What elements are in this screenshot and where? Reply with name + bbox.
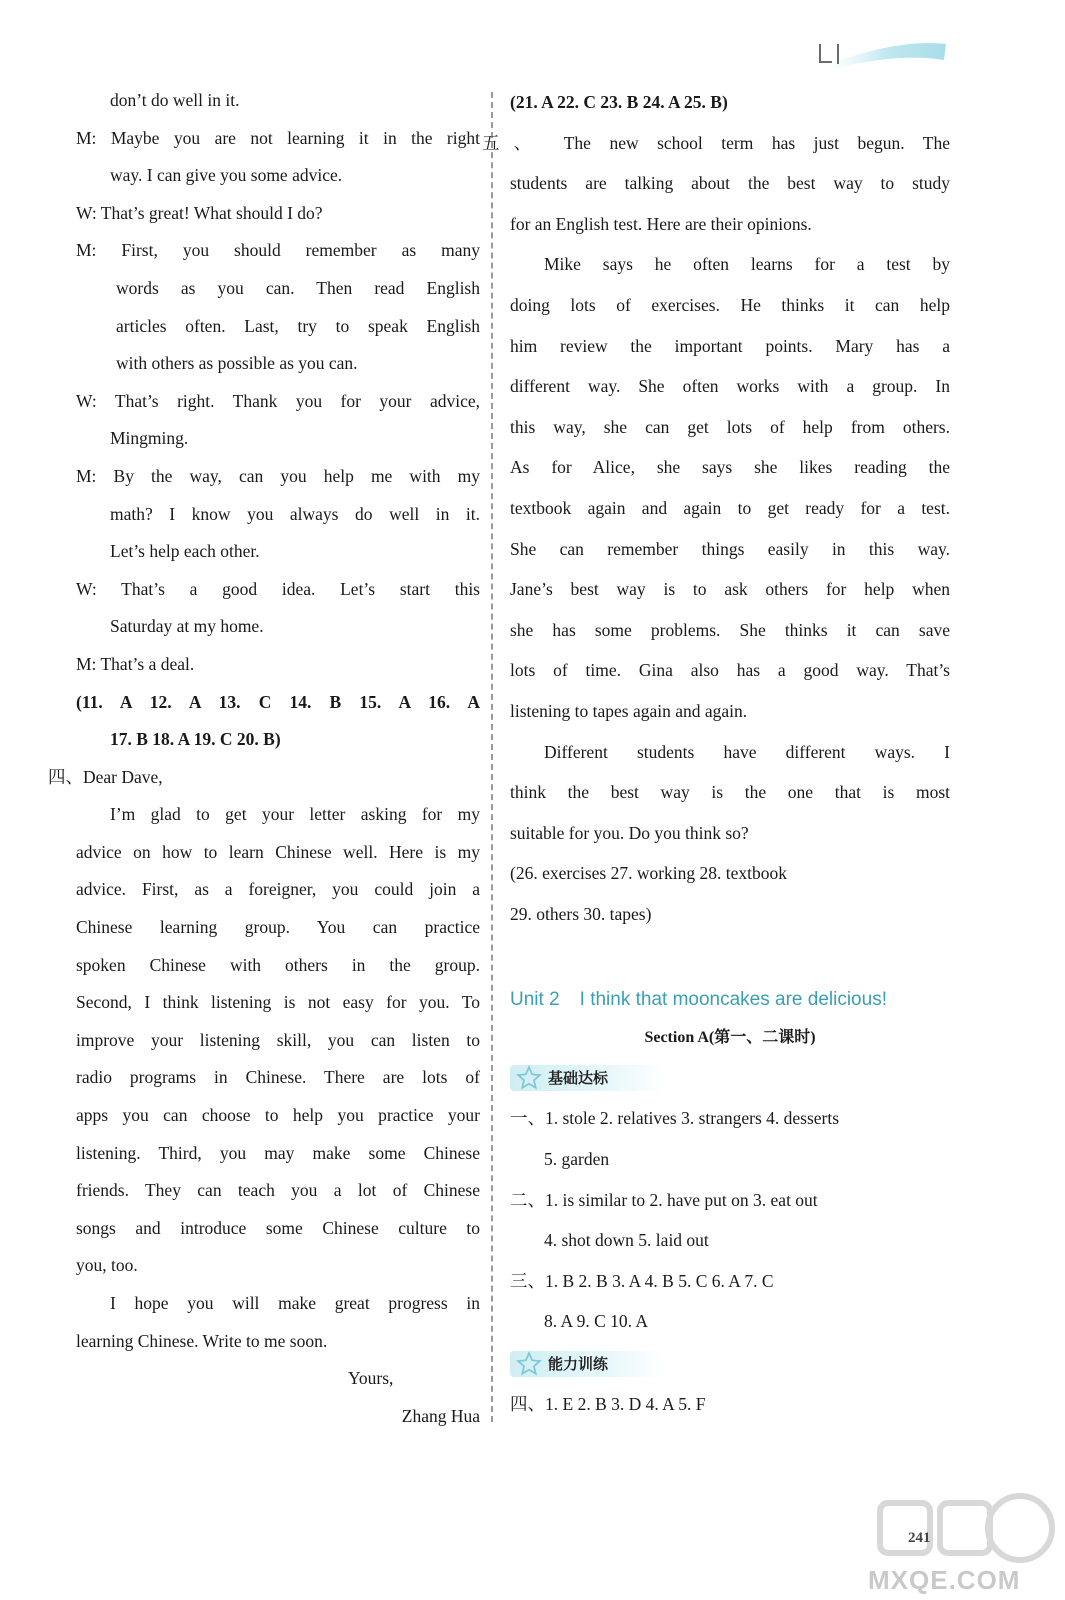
answer-line: 5. garden <box>544 1149 610 1170</box>
text-line: listening to tapes again and again. <box>510 700 748 721</box>
text-line: she has some problems. She thinks it can save <box>510 619 950 640</box>
section-title: Section A(第一、二课时) <box>644 1029 816 1047</box>
text-line: Mingming. <box>110 428 189 449</box>
text-line: think the best way is the one that is most <box>510 782 950 803</box>
text-line: Mike says he often learns for a test by <box>544 254 950 275</box>
text-line: Zhang Hua <box>401 1405 480 1426</box>
answer-line: 8. A 9. C 10. A <box>544 1311 649 1332</box>
text-line: textbook again and again to get ready for a test. <box>510 497 950 518</box>
text-line: (11. A 12. A 13. C 14. B 15. A 16. A <box>76 691 480 712</box>
header-decoration <box>808 30 948 72</box>
text-line: with others as possible as you can. <box>116 353 358 374</box>
text-line: words as you can. Then read English <box>116 277 480 298</box>
banner-basic <box>510 1060 950 1096</box>
watermark-logo <box>870 1468 1060 1578</box>
text-line: M: Maybe you are not learning it in the right <box>76 127 480 148</box>
text-line: 17. B 18. A 19. C 20. B) <box>110 729 281 750</box>
text-line: Second, I think listening is not easy for you. To <box>76 992 480 1013</box>
text-line: lots of time. Gina also has a good way. That’s <box>510 660 950 681</box>
text-line: him review the important points. Mary has a <box>510 335 950 356</box>
text-line: learning Chinese. Write to me soon. <box>76 1330 328 1351</box>
answer-line: 三、1. B 2. B 3. A 4. B 5. C 6. A 7. C <box>510 1270 774 1291</box>
text-line: As for Alice, she says she likes reading the <box>510 457 950 478</box>
text-line: you, too. <box>76 1255 138 1276</box>
text-line: Yours, <box>348 1368 394 1389</box>
text-line: math? I know you always do well in it. <box>110 503 480 524</box>
right-column <box>482 82 950 1425</box>
star-icon <box>516 1065 542 1091</box>
left-column <box>48 82 480 1435</box>
text-line: Jane’s best way is to ask others for help when <box>510 579 950 600</box>
text-line: Saturday at my home. <box>110 616 264 637</box>
reading-passage <box>482 82 950 934</box>
text-line: songs and introduce some Chinese culture to <box>76 1217 480 1238</box>
answer-line: 四、1. E 2. B 3. D 4. A 5. F <box>510 1394 706 1415</box>
text-line: (26. exercises 27. working 28. textbook <box>510 863 788 884</box>
banner-label: 能力训练 <box>548 1354 609 1373</box>
answers-ability <box>510 1384 950 1425</box>
text-line: I’m glad to get your letter asking for my <box>110 804 480 825</box>
text-line: W: That’s right. Thank you for your advice, <box>76 390 480 411</box>
unit-name: I think that mooncakes are delicious! <box>579 989 887 1011</box>
text-line: Different students have different ways. I <box>544 741 950 762</box>
text-line: apps you can choose to help you practice your <box>76 1105 480 1126</box>
page-number: 241 <box>908 1530 931 1546</box>
star-icon <box>516 1351 542 1377</box>
text-line: M: First, you should remember as many <box>76 240 480 261</box>
text-line: way. I can give you some advice. <box>110 165 343 186</box>
text-line: W: That’s a good idea. Let’s start this <box>76 578 480 599</box>
text-line: 五、 The new school term has just begun. The <box>482 132 950 153</box>
watermark-url: MXQE.COM <box>868 1565 1021 1595</box>
text-line: advice. First, as a foreigner, you could join a <box>76 879 480 900</box>
text-line: improve your listening skill, you can listen to <box>76 1029 480 1050</box>
banner-label: 基础达标 <box>548 1069 609 1088</box>
text-line: M: That’s a deal. <box>76 653 195 674</box>
text-line: for an English test. Here are their opinions. <box>510 213 812 234</box>
text-line: She can remember things easily in this way. <box>510 538 950 559</box>
text-line: W: That’s great! What should I do? <box>76 202 323 223</box>
answers-basic <box>510 1098 950 1342</box>
text-line: this way, she can get lots of help from others. <box>510 416 950 437</box>
text-line: doing lots of exercises. He thinks it can help <box>510 294 950 315</box>
text-line: 四、Dear Dave, <box>48 766 163 787</box>
text-line: listening. Third, you may make some Chinese <box>76 1142 480 1163</box>
answer-line: 4. shot down 5. laid out <box>544 1230 709 1251</box>
text-line: articles often. Last, try to speak English <box>116 315 480 336</box>
text-line: Let’s help each other. <box>110 541 260 562</box>
text-line: I hope you will make great progress in <box>110 1293 480 1313</box>
text-line: suitable for you. Do you think so? <box>510 822 749 843</box>
banner-ability <box>510 1346 950 1382</box>
text-line: (21. A 22. C 23. B 24. A 25. B) <box>510 92 728 112</box>
text-line: don’t do well in it. <box>110 90 240 110</box>
column-divider <box>491 92 493 1422</box>
unit-number: Unit 2 <box>510 989 560 1011</box>
text-line: Chinese learning group. You can practice <box>76 917 480 938</box>
answer-line: 二、1. is similar to 2. have put on 3. eat out <box>510 1189 818 1210</box>
text-line: spoken Chinese with others in the group. <box>76 954 480 975</box>
text-line: 29. others 30. tapes) <box>510 903 652 924</box>
answer-line: 一、1. stole 2. relatives 3. strangers 4. desserts <box>510 1108 840 1129</box>
text-line: friends. They can teach you a lot of Chinese <box>76 1180 480 1201</box>
unit-title <box>510 980 950 1020</box>
text-line: different way. She often works with a group. In <box>510 376 950 397</box>
text-line: advice on how to learn Chinese well. Here is my <box>76 841 480 862</box>
text-line: radio programs in Chinese. There are lots of <box>76 1067 480 1088</box>
text-line: M: By the way, can you help me with my <box>76 465 480 486</box>
text-line: students are talking about the best way to study <box>510 173 950 194</box>
